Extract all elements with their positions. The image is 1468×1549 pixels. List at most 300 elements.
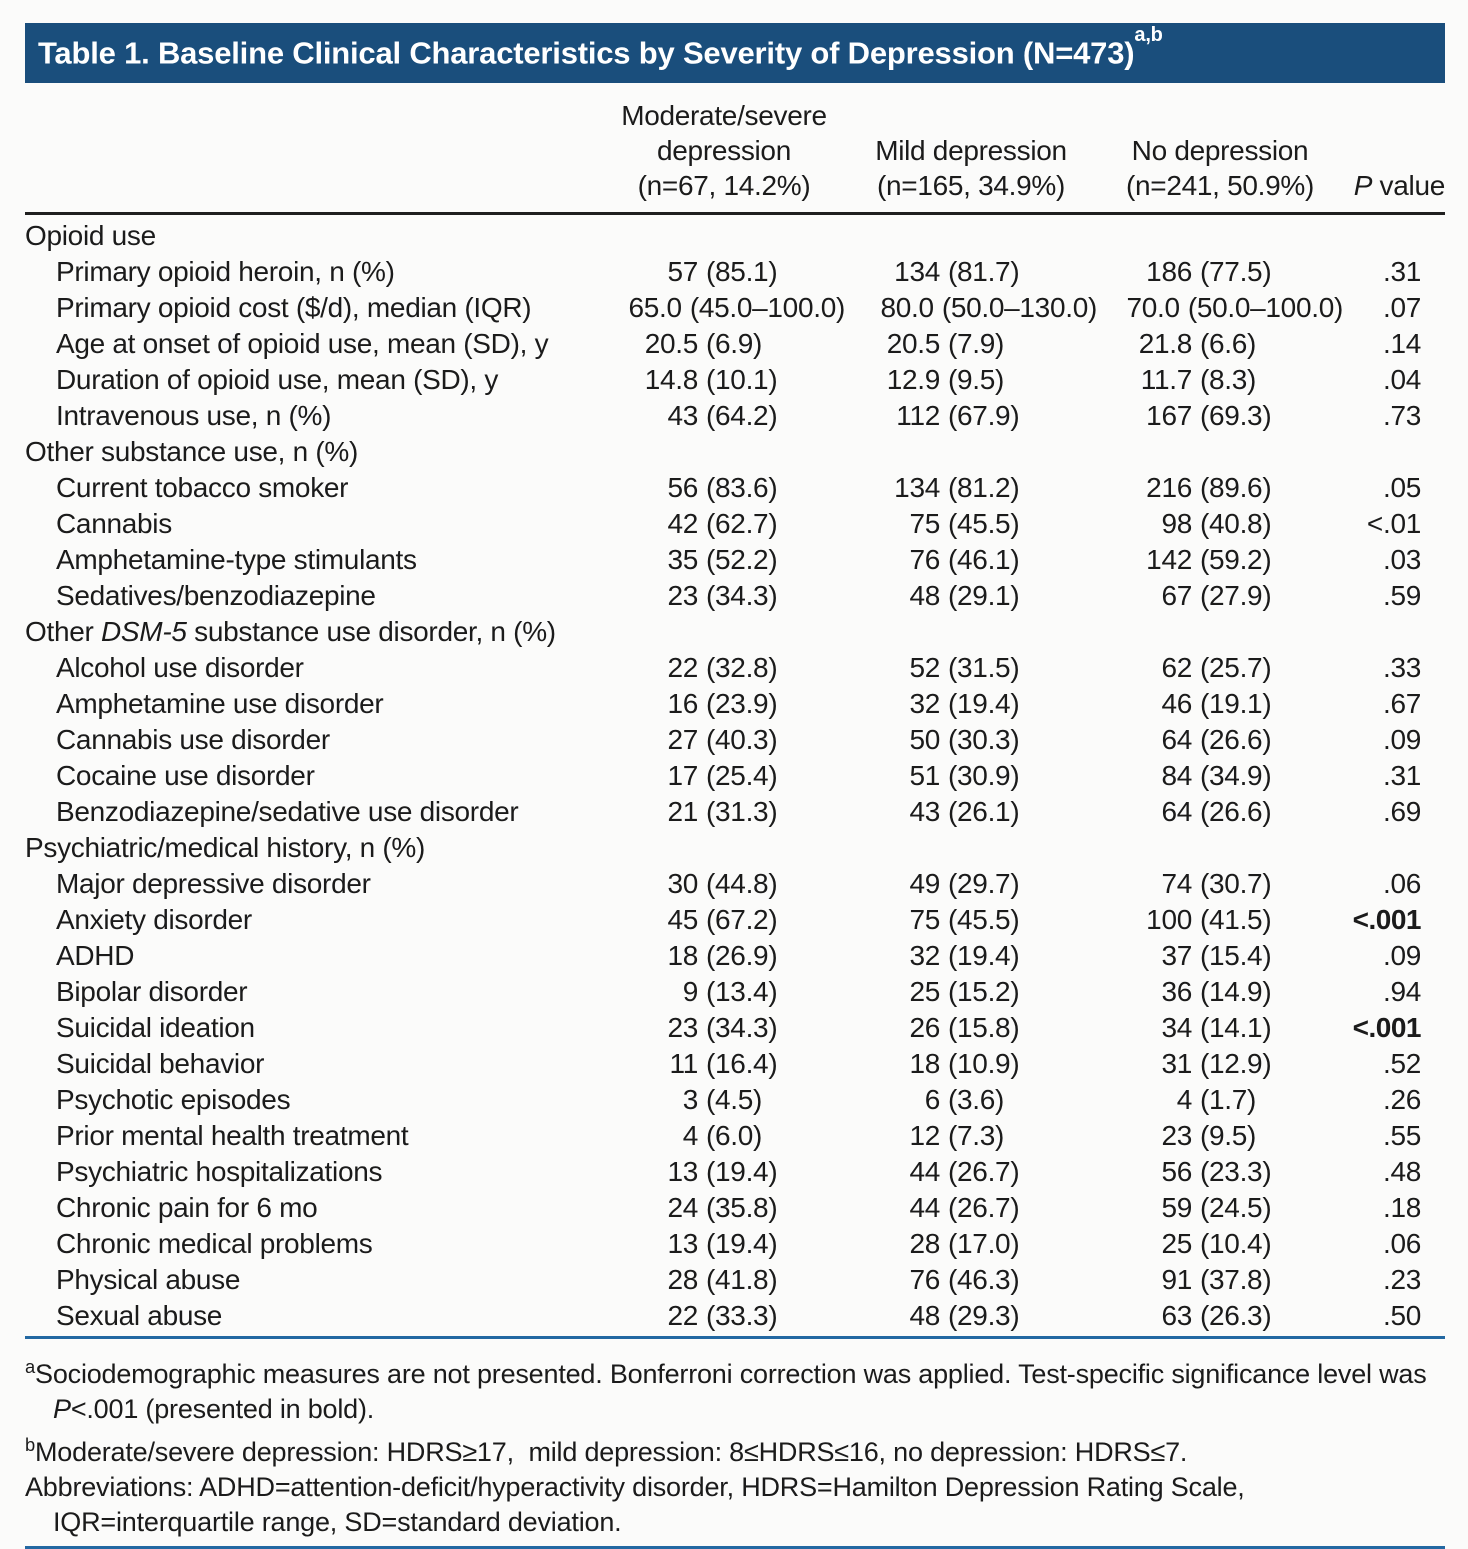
data-row xyxy=(25,974,1445,1010)
value-moderate-severe xyxy=(603,1012,845,1044)
data-row xyxy=(25,578,1445,614)
p-value-cell: .03 xyxy=(1382,544,1421,575)
value-moderate-severe xyxy=(603,400,845,432)
value-number: 52 xyxy=(909,652,940,683)
value-number: 56 xyxy=(1161,1156,1192,1187)
label-part: Other xyxy=(25,616,102,647)
row-label xyxy=(25,688,603,720)
value-number: 26 xyxy=(909,1012,940,1043)
value-number: 22 xyxy=(667,652,698,683)
data-row xyxy=(25,1154,1445,1190)
value-no-depression xyxy=(1097,1300,1343,1332)
value-number: 112 xyxy=(896,400,940,431)
value-parenthetical: (81.2) xyxy=(948,472,1020,503)
value-parenthetical: (41.5) xyxy=(1200,904,1272,935)
col-header-line: (n=165, 34.9%) xyxy=(876,170,1066,201)
value-parenthetical: (40.8) xyxy=(1200,508,1272,539)
footnote xyxy=(25,1470,1445,1540)
label-part: Benzodiazepine/sedative use disorder xyxy=(56,796,519,827)
label-part: Age at onset of opioid use, mean (SD), y xyxy=(56,328,549,359)
col-header-line: depression xyxy=(657,135,791,166)
value-mild xyxy=(845,904,1097,936)
table-body xyxy=(25,215,1445,1334)
value-parenthetical: (16.4) xyxy=(706,1048,778,1079)
value-parenthetical: (34.9) xyxy=(1200,760,1272,791)
value-number: 35 xyxy=(667,544,698,575)
value-moderate-severe xyxy=(603,328,845,360)
value-number: 21.8 xyxy=(1138,328,1192,359)
label-part: Cannabis xyxy=(56,508,172,539)
value-moderate-severe xyxy=(603,940,845,972)
value-parenthetical: (69.3) xyxy=(1200,400,1272,431)
value-moderate-severe xyxy=(603,868,845,900)
row-label xyxy=(25,868,603,900)
data-row xyxy=(25,326,1445,362)
footnote xyxy=(25,1427,1445,1470)
value-parenthetical: (33.3) xyxy=(706,1300,778,1331)
footnote-text: Abbreviations: ADHD=attention-deficit/hyperactivity disorder, HDRS=Hamilton Depression Rating Scale, IQR=interquartile range, SD=standard deviation. xyxy=(25,1472,1245,1537)
value-parenthetical: (31.5) xyxy=(948,652,1020,683)
value-mild xyxy=(845,1012,1097,1044)
table-title-footnote-marker: a,b xyxy=(1134,23,1163,46)
value-parenthetical: (50.0–100.0) xyxy=(1187,292,1343,323)
value-number: 37 xyxy=(1161,940,1192,971)
value-moderate-severe xyxy=(603,544,845,576)
value-moderate-severe xyxy=(603,1264,845,1296)
footnote-text: <.001 (presented in bold). xyxy=(70,1394,375,1424)
p-value-cell: .31 xyxy=(1382,256,1421,287)
value-parenthetical: (19.4) xyxy=(706,1228,778,1259)
value-mild xyxy=(845,1192,1097,1224)
row-label xyxy=(25,364,603,396)
value-parenthetical: (7.3) xyxy=(948,1120,1005,1151)
value-parenthetical: (89.6) xyxy=(1200,472,1272,503)
p-value-cell: <.001 xyxy=(1352,904,1421,935)
footnote-marker: a xyxy=(25,1356,36,1377)
value-number: 13 xyxy=(667,1228,698,1259)
p-value-cell: .18 xyxy=(1382,1192,1421,1223)
value-number: 17 xyxy=(667,760,698,791)
value-number: 4 xyxy=(1176,1084,1192,1115)
table-title xyxy=(38,23,1163,71)
footnotes xyxy=(25,1339,1445,1540)
p-value-cell: .06 xyxy=(1382,1228,1421,1259)
p-value-cell: .52 xyxy=(1382,1048,1421,1079)
value-number: 20.5 xyxy=(644,328,698,359)
value-moderate-severe xyxy=(603,508,845,540)
data-row xyxy=(25,758,1445,794)
value-no-depression xyxy=(1097,580,1343,612)
value-number: 28 xyxy=(667,1264,698,1295)
label-part: Anxiety disorder xyxy=(56,904,252,935)
row-label xyxy=(25,1120,603,1152)
row-label xyxy=(25,1264,603,1296)
value-number: 134 xyxy=(894,256,940,287)
value-parenthetical: (19.1) xyxy=(1200,688,1272,719)
value-parenthetical: (6.9) xyxy=(706,328,763,359)
value-parenthetical: (3.6) xyxy=(948,1084,1005,1115)
value-parenthetical: (26.6) xyxy=(1200,796,1272,827)
value-parenthetical: (10.4) xyxy=(1200,1228,1272,1259)
column-headers xyxy=(25,83,1445,212)
value-no-depression xyxy=(1097,256,1343,288)
col-header-p-value xyxy=(1343,168,1445,203)
value-number: 14.8 xyxy=(644,364,698,395)
data-row xyxy=(25,794,1445,830)
p-value-cell: .69 xyxy=(1382,796,1421,827)
value-parenthetical: (45.0–100.0) xyxy=(689,292,845,323)
value-no-depression xyxy=(1097,688,1343,720)
value-number: 98 xyxy=(1161,508,1192,539)
data-row xyxy=(25,290,1445,326)
value-moderate-severe xyxy=(603,256,845,288)
p-value-cell: .55 xyxy=(1382,1120,1421,1151)
value-number: 43 xyxy=(667,400,698,431)
label-part: Chronic pain for 6 mo xyxy=(56,1192,318,1223)
value-parenthetical: (67.2) xyxy=(706,904,778,935)
value-number: 25 xyxy=(1161,1228,1192,1259)
p-italic: P xyxy=(1353,170,1373,201)
value-parenthetical: (4.5) xyxy=(706,1084,763,1115)
value-parenthetical: (81.7) xyxy=(948,256,1020,287)
data-row xyxy=(25,1046,1445,1082)
label-part: Psychiatric/medical history, n (%) xyxy=(25,832,426,863)
value-parenthetical: (13.4) xyxy=(706,976,778,1007)
p-value-cell: .73 xyxy=(1382,400,1421,431)
value-parenthetical: (50.0–130.0) xyxy=(941,292,1097,323)
label-part: Suicidal ideation xyxy=(56,1012,255,1043)
value-parenthetical: (30.7) xyxy=(1200,868,1272,899)
data-row xyxy=(25,686,1445,722)
value-mild xyxy=(845,652,1097,684)
value-mild xyxy=(845,1048,1097,1080)
value-number: 91 xyxy=(1161,1264,1192,1295)
value-parenthetical: (45.5) xyxy=(948,508,1020,539)
data-row xyxy=(25,1298,1445,1334)
data-row xyxy=(25,1118,1445,1154)
value-mild xyxy=(845,1120,1097,1152)
value-parenthetical: (62.7) xyxy=(706,508,778,539)
p-value-cell: <.01 xyxy=(1366,508,1421,539)
value-mild xyxy=(845,1264,1097,1296)
value-parenthetical: (19.4) xyxy=(948,688,1020,719)
value-parenthetical: (12.9) xyxy=(1200,1048,1272,1079)
value-number: 24 xyxy=(667,1192,698,1223)
footnote xyxy=(25,1349,1445,1427)
label-part: Psychotic episodes xyxy=(56,1084,291,1115)
value-moderate-severe xyxy=(603,1192,845,1224)
value-number: 48 xyxy=(909,1300,940,1331)
p-value-cell: .94 xyxy=(1382,976,1421,1007)
label-part: Prior mental health treatment xyxy=(56,1120,409,1151)
value-moderate-severe xyxy=(603,1156,845,1188)
row-label xyxy=(25,796,603,828)
value-parenthetical: (25.7) xyxy=(1200,652,1272,683)
row-label xyxy=(25,580,603,612)
value-moderate-severe xyxy=(603,904,845,936)
value-mild xyxy=(845,940,1097,972)
value-parenthetical: (64.2) xyxy=(706,400,778,431)
value-parenthetical: (67.9) xyxy=(948,400,1020,431)
label-part: Current tobacco smoker xyxy=(56,472,349,503)
data-row xyxy=(25,542,1445,578)
data-row xyxy=(25,362,1445,398)
row-label xyxy=(25,544,603,576)
value-number: 32 xyxy=(909,940,940,971)
value-no-depression xyxy=(1097,904,1343,936)
row-label xyxy=(25,1084,603,1116)
value-mild xyxy=(845,796,1097,828)
value-number: 84 xyxy=(1161,760,1192,791)
label-part: Primary opioid heroin, n (%) xyxy=(56,256,395,287)
col-header-line: No depression xyxy=(1131,135,1309,166)
value-number: 45 xyxy=(667,904,698,935)
value-number: 100 xyxy=(1146,904,1192,935)
value-mild xyxy=(845,508,1097,540)
p-value-cell: .14 xyxy=(1382,328,1421,359)
value-parenthetical: (30.9) xyxy=(948,760,1020,791)
value-number: 23 xyxy=(667,580,698,611)
row-label xyxy=(25,328,603,360)
value-parenthetical: (34.3) xyxy=(706,580,778,611)
value-parenthetical: (26.3) xyxy=(1200,1300,1272,1331)
p-value-cell: .48 xyxy=(1382,1156,1421,1187)
value-no-depression xyxy=(1097,976,1343,1008)
value-parenthetical: (46.3) xyxy=(948,1264,1020,1295)
row-label xyxy=(25,436,603,468)
section-row xyxy=(25,434,1445,470)
value-no-depression xyxy=(1097,508,1343,540)
value-moderate-severe xyxy=(603,976,845,1008)
p-value-cell: .59 xyxy=(1382,580,1421,611)
p-value-cell: .50 xyxy=(1382,1300,1421,1331)
value-number: 34 xyxy=(1161,1012,1192,1043)
value-number: 63 xyxy=(1161,1300,1192,1331)
section-row xyxy=(25,218,1445,254)
value-parenthetical: (9.5) xyxy=(1200,1120,1257,1151)
value-number: 48 xyxy=(909,580,940,611)
data-row xyxy=(25,722,1445,758)
value-no-depression xyxy=(1097,1156,1343,1188)
value-parenthetical: (26.9) xyxy=(706,940,778,971)
value-number: 49 xyxy=(909,868,940,899)
row-label xyxy=(25,832,603,864)
p-value-cell: <.001 xyxy=(1352,1012,1421,1043)
value-parenthetical: (8.3) xyxy=(1200,364,1257,395)
label-part: Sedatives/benzodiazepine xyxy=(56,580,376,611)
value-moderate-severe xyxy=(603,652,845,684)
label-part: Other substance use, n (%) xyxy=(25,436,359,467)
value-parenthetical: (77.5) xyxy=(1200,256,1272,287)
label-part: Bipolar disorder xyxy=(56,976,248,1007)
value-parenthetical: (83.6) xyxy=(706,472,778,503)
value-number: 70.0 xyxy=(1126,292,1180,323)
col-header-line: (n=67, 14.2%) xyxy=(637,170,811,201)
label-part: Sexual abuse xyxy=(56,1300,223,1331)
value-parenthetical: (19.4) xyxy=(948,940,1020,971)
data-row xyxy=(25,938,1445,974)
table-title-text: Table 1. Baseline Clinical Characteristics by Severity of Depression (N=473) xyxy=(38,35,1135,71)
value-parenthetical: (85.1) xyxy=(706,256,778,287)
value-number: 3 xyxy=(682,1084,698,1115)
value-parenthetical: (14.9) xyxy=(1200,976,1272,1007)
value-mild xyxy=(845,1156,1097,1188)
label-part: ADHD xyxy=(56,940,135,971)
value-parenthetical: (15.4) xyxy=(1200,940,1272,971)
value-parenthetical: (29.1) xyxy=(948,580,1020,611)
value-parenthetical: (44.8) xyxy=(706,868,778,899)
value-parenthetical: (31.3) xyxy=(706,796,778,827)
value-number: 31 xyxy=(1161,1048,1192,1079)
row-label xyxy=(25,400,603,432)
value-moderate-severe xyxy=(603,364,845,396)
value-no-depression xyxy=(1097,1048,1343,1080)
data-row xyxy=(25,902,1445,938)
value-moderate-severe xyxy=(603,1228,845,1260)
p-value-cell: .31 xyxy=(1382,760,1421,791)
row-label xyxy=(25,1012,603,1044)
value-number: 74 xyxy=(1161,868,1192,899)
p-rest: value xyxy=(1372,170,1445,201)
value-moderate-severe xyxy=(603,472,845,504)
value-parenthetical: (46.1) xyxy=(948,544,1020,575)
p-value-cell: .07 xyxy=(1382,292,1421,323)
value-no-depression xyxy=(1097,1264,1343,1296)
row-label xyxy=(25,472,603,504)
value-no-depression xyxy=(1097,544,1343,576)
value-number: 59 xyxy=(1161,1192,1192,1223)
col-header-line: Mild depression xyxy=(875,135,1067,166)
value-mild xyxy=(845,292,1097,324)
value-number: 186 xyxy=(1146,256,1192,287)
value-number: 44 xyxy=(909,1192,940,1223)
row-label xyxy=(25,1156,603,1188)
value-mild xyxy=(845,580,1097,612)
label-part: Alcohol use disorder xyxy=(56,652,304,683)
value-parenthetical: (23.3) xyxy=(1200,1156,1272,1187)
value-no-depression xyxy=(1097,400,1343,432)
row-label xyxy=(25,292,603,324)
value-no-depression xyxy=(1097,1120,1343,1152)
row-label xyxy=(25,940,603,972)
value-number: 167 xyxy=(1146,400,1192,431)
col-header-mild xyxy=(845,133,1097,203)
value-moderate-severe xyxy=(603,1048,845,1080)
value-parenthetical: (26.6) xyxy=(1200,724,1272,755)
value-number: 30 xyxy=(667,868,698,899)
data-row xyxy=(25,1190,1445,1226)
data-row xyxy=(25,866,1445,902)
value-number: 13 xyxy=(667,1156,698,1187)
section-row xyxy=(25,830,1445,866)
value-number: 43 xyxy=(909,796,940,827)
label-part: Intravenous use, n (%) xyxy=(56,400,332,431)
value-no-depression xyxy=(1097,472,1343,504)
p-value-cell: .33 xyxy=(1382,652,1421,683)
value-mild xyxy=(845,328,1097,360)
p-value-cell: .04 xyxy=(1382,364,1421,395)
value-number: 64 xyxy=(1161,724,1192,755)
row-label xyxy=(25,724,603,756)
value-moderate-severe xyxy=(603,688,845,720)
row-label xyxy=(25,508,603,540)
value-parenthetical: (17.0) xyxy=(948,1228,1020,1259)
value-number: 11 xyxy=(669,1048,698,1079)
value-number: 76 xyxy=(909,544,940,575)
value-number: 142 xyxy=(1146,544,1192,575)
p-value-cell: .05 xyxy=(1382,472,1421,503)
data-row xyxy=(25,1082,1445,1118)
value-no-depression xyxy=(1097,1012,1343,1044)
label-italic-part: DSM-5 xyxy=(101,616,187,647)
value-parenthetical: (15.2) xyxy=(948,976,1020,1007)
value-number: 22 xyxy=(667,1300,698,1331)
data-row xyxy=(25,398,1445,434)
data-row xyxy=(25,1262,1445,1298)
value-number: 12 xyxy=(909,1120,940,1151)
data-row xyxy=(25,254,1445,290)
value-parenthetical: (23.9) xyxy=(706,688,778,719)
value-no-depression xyxy=(1097,292,1343,324)
value-number: 18 xyxy=(667,940,698,971)
value-parenthetical: (24.5) xyxy=(1200,1192,1272,1223)
value-moderate-severe xyxy=(603,724,845,756)
value-no-depression xyxy=(1097,1228,1343,1260)
value-moderate-severe xyxy=(603,760,845,792)
data-row xyxy=(25,650,1445,686)
value-mild xyxy=(845,544,1097,576)
value-parenthetical: (37.8) xyxy=(1200,1264,1272,1295)
table-title-bar xyxy=(25,23,1445,83)
value-mild xyxy=(845,760,1097,792)
value-parenthetical: (26.7) xyxy=(948,1192,1020,1223)
value-mild xyxy=(845,364,1097,396)
value-number: 36 xyxy=(1161,976,1192,1007)
value-number: 42 xyxy=(667,508,698,539)
row-label xyxy=(25,1192,603,1224)
value-number: 46 xyxy=(1161,688,1192,719)
value-number: 65.0 xyxy=(628,292,682,323)
value-parenthetical: (26.1) xyxy=(948,796,1020,827)
value-parenthetical: (29.7) xyxy=(948,868,1020,899)
value-moderate-severe xyxy=(603,292,845,324)
value-parenthetical: (10.1) xyxy=(706,364,778,395)
value-no-depression xyxy=(1097,940,1343,972)
label-part: Cocaine use disorder xyxy=(56,760,315,791)
value-parenthetical: (52.2) xyxy=(706,544,778,575)
value-parenthetical: (26.7) xyxy=(948,1156,1020,1187)
footnote-text: Moderate/severe depression: HDRS≥17, mild depression: 8≤HDRS≤16, no depression: HDRS≤7. xyxy=(35,1437,1188,1467)
value-mild xyxy=(845,1300,1097,1332)
value-parenthetical: (45.5) xyxy=(948,904,1020,935)
value-parenthetical: (35.8) xyxy=(706,1192,778,1223)
col-header-moderate-severe xyxy=(603,98,845,203)
p-value-cell: .26 xyxy=(1382,1084,1421,1115)
row-label xyxy=(25,616,603,648)
value-parenthetical: (41.8) xyxy=(706,1264,778,1295)
value-number: 80.0 xyxy=(880,292,934,323)
value-no-depression xyxy=(1097,724,1343,756)
col-header-line: Moderate/severe xyxy=(621,100,827,131)
value-mild xyxy=(845,472,1097,504)
value-number: 20.5 xyxy=(886,328,940,359)
label-part: Duration of opioid use, mean (SD), y xyxy=(56,364,499,395)
value-number: 23 xyxy=(1161,1120,1192,1151)
value-no-depression xyxy=(1097,328,1343,360)
value-moderate-severe xyxy=(603,796,845,828)
value-parenthetical: (32.8) xyxy=(706,652,778,683)
label-part: Chronic medical problems xyxy=(56,1228,373,1259)
